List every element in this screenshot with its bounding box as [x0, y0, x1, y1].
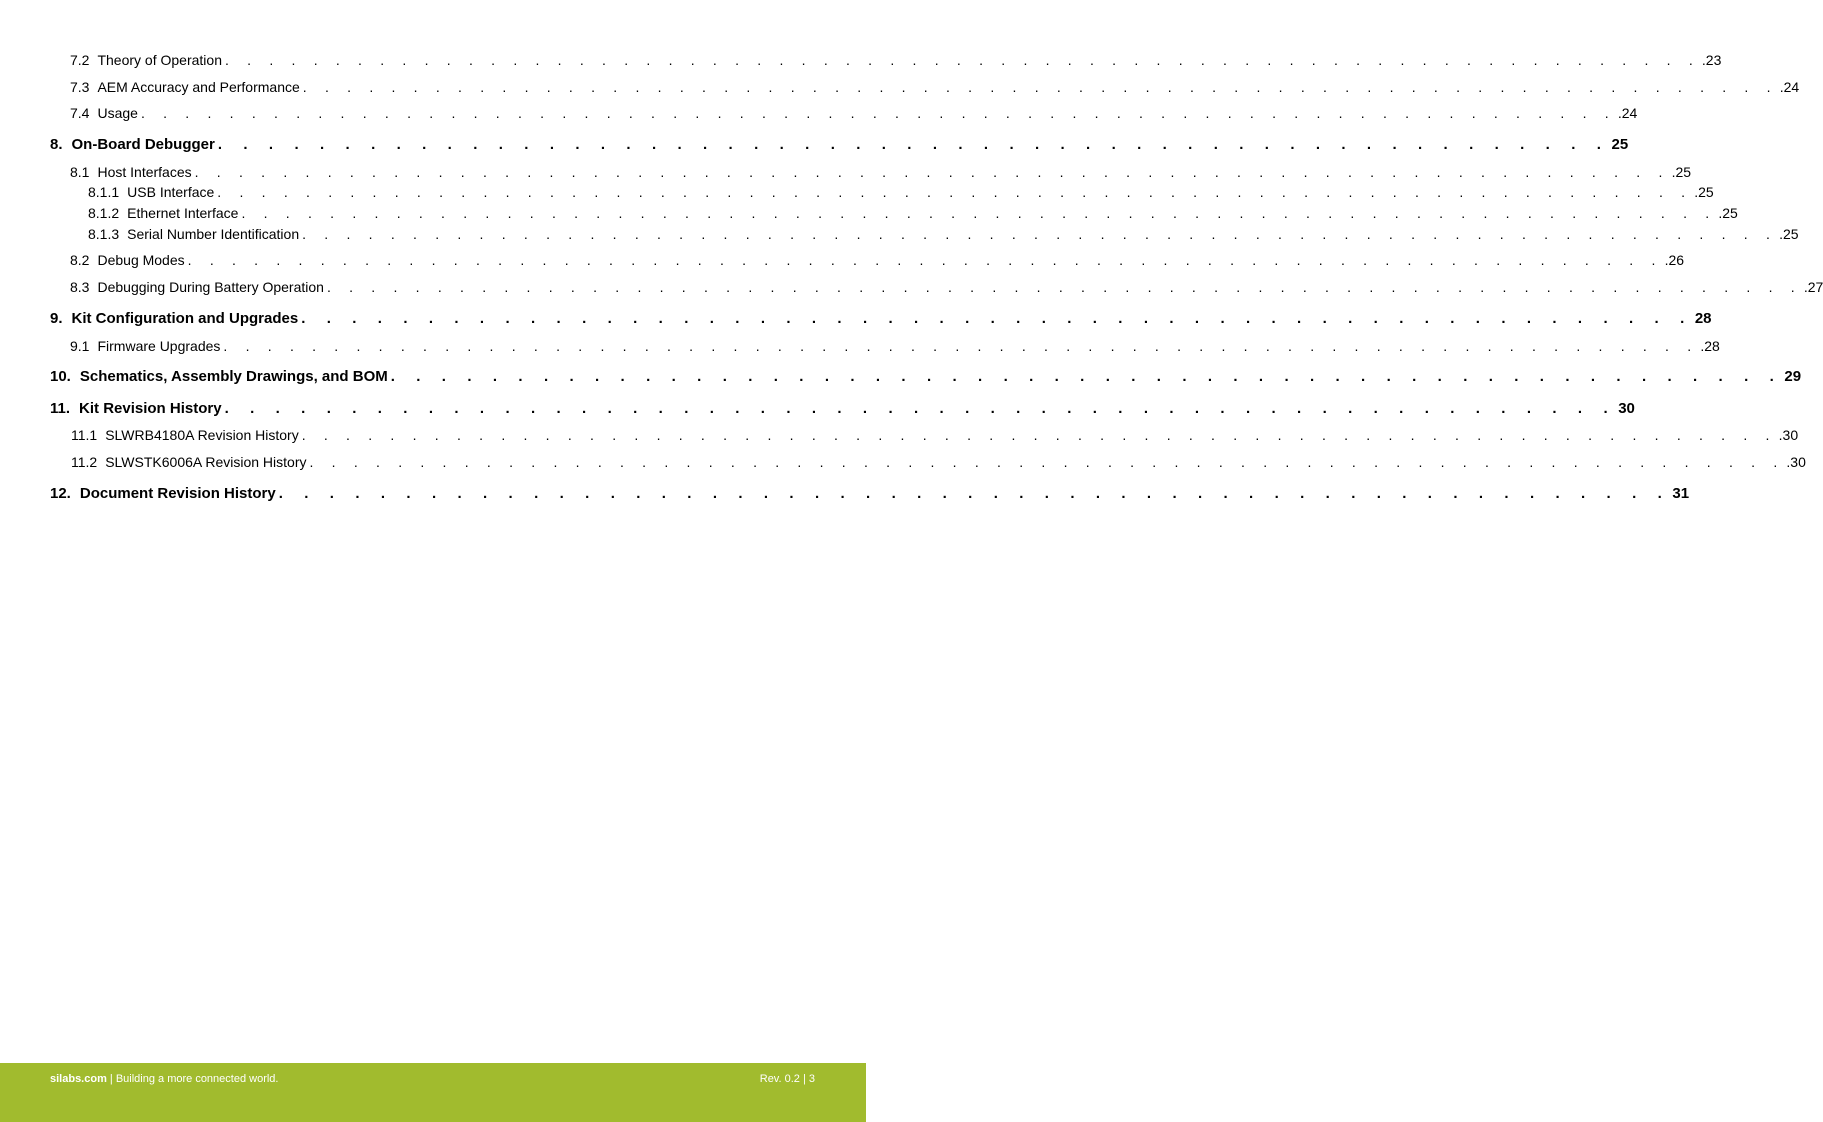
footer-revision-page: Rev. 0.2 | 3 — [759, 1073, 815, 1085]
toc-entry-8-1-3[interactable] — [50, 225, 1799, 243]
toc-entry-title: Host Interfaces — [97, 164, 192, 180]
toc-entry-title: Kit Configuration and Upgrades — [71, 310, 299, 327]
toc-entry-9[interactable] — [50, 310, 1712, 328]
toc-dot-leader: . . . . . . . . . . . . . . . . . . . . . . . . . . . . . . . . . . . . . . . . . . . . . . . . . . . . . . . . . . . . . . . . . . . — [302, 226, 1778, 242]
toc-entry-10[interactable] — [50, 368, 1802, 386]
toc-entry-title: Serial Number Identification — [127, 226, 300, 242]
toc-entry-7-2[interactable] — [50, 51, 1722, 69]
toc-entry-number: 8.1.1 — [88, 184, 120, 200]
toc-entry-page: .25 — [1694, 184, 1714, 200]
toc-entry-title: On-Board Debugger — [71, 136, 215, 153]
toc-dot-leader: . . . . . . . . . . . . . . . . . . . . . . . . . . . . . . . . . . . . . . . . . . . . . . . . . . . . . . . . . . . . . . . . . . . — [301, 427, 1777, 443]
toc-dot-leader: . . . . . . . . . . . . . . . . . . . . . . . . . . . . . . . . . . . . . . . . . . . . . . . . . . . . . . . . . . . . . . . . . . . — [302, 79, 1778, 95]
toc-entry-page: .25 — [1779, 226, 1799, 242]
toc-entry-page: .28 — [1700, 338, 1720, 354]
toc-dot-leader: . . . . . . . . . . . . . . . . . . . . . . . . . . . . . . . . . . . . . . . . . . . . . . . . . . . . . . . . . . . . . . . . . . . — [241, 205, 1717, 221]
toc-entry-title: Usage — [97, 105, 138, 121]
toc-entry-9-1[interactable] — [50, 337, 1720, 355]
toc-entry-title: Kit Revision History — [79, 400, 222, 417]
toc-entry-page: 25 — [1611, 136, 1629, 153]
toc-entry-number: 7.2 — [70, 52, 90, 68]
toc-dot-leader: . . . . . . . . . . . . . . . . . . . . . . . . . . . . . . . . . . . . . . . . . . . . . . . . . . . . . . . — [224, 400, 1617, 417]
toc-entry-page: .23 — [1701, 52, 1722, 68]
footer-brand-link[interactable]: silabs.com — [50, 1073, 107, 1085]
toc-entry-page: 30 — [1618, 400, 1635, 417]
toc-dot-leader: . . . . . . . . . . . . . . . . . . . . . . . . . . . . . . . . . . . . . . . . . . . . . . . . . . . . . . . . . . . . . . . . . . . — [326, 279, 1802, 295]
toc-entry-7-4[interactable] — [50, 104, 1638, 122]
toc-entry-page: 29 — [1784, 368, 1802, 385]
toc-entry-title: Schematics, Assembly Drawings, and BOM — [79, 368, 388, 385]
toc-entry-number: 11. — [50, 400, 71, 417]
toc-entry-title: SLWSTK6006A Revision History — [105, 454, 307, 470]
toc-entry-11-1[interactable] — [50, 426, 1799, 444]
toc-dot-leader: . . . . . . . . . . . . . . . . . . . . . . . . . . . . . . . . . . . . . . . . . . . . . . . . . . . . . . . . . . . . . . . . . . . — [140, 105, 1616, 121]
toc-entry-page: .30 — [1778, 427, 1799, 443]
toc-entry-title: Document Revision History — [79, 485, 276, 502]
toc-entry-page: .30 — [1786, 454, 1806, 470]
toc-entry-7-3[interactable] — [50, 78, 1800, 96]
toc-entry-number: 10. — [50, 368, 71, 385]
toc-entry-number: 8.1 — [70, 164, 90, 180]
toc-entry-page: 28 — [1694, 310, 1712, 327]
toc-entry-page: .24 — [1779, 79, 1800, 95]
toc-entry-8-1[interactable] — [50, 163, 1692, 181]
toc-dot-leader: . . . . . . . . . . . . . . . . . . . . . . . . . . . . . . . . . . . . . . . . . . . . . . . . . . . . . . . — [390, 368, 1783, 385]
toc-entry-title: Theory of Operation — [97, 52, 222, 68]
footer-left — [50, 1073, 278, 1085]
toc-dot-leader: . . . . . . . . . . . . . . . . . . . . . . . . . . . . . . . . . . . . . . . . . . . . . . . . . . . . . . . . . . . . . . . . . . . — [194, 164, 1670, 180]
toc-entry-page: .24 — [1617, 105, 1638, 121]
toc-dot-leader: . . . . . . . . . . . . . . . . . . . . . . . . . . . . . . . . . . . . . . . . . . . . . . . . . . . . . . . . . . . . . . . . . . . — [224, 52, 1700, 68]
toc-entry-number: 9.1 — [70, 338, 90, 354]
toc-entry-number: 8.2 — [70, 252, 90, 268]
toc-entry-number: 9. — [50, 310, 63, 327]
page-footer — [0, 1063, 866, 1122]
toc-entry-number: 12. — [50, 485, 71, 502]
toc-entry-title: Firmware Upgrades — [97, 338, 221, 354]
toc-entry-title: Ethernet Interface — [127, 205, 239, 221]
toc-entry-11-2[interactable] — [50, 453, 1806, 471]
toc-dot-leader: . . . . . . . . . . . . . . . . . . . . . . . . . . . . . . . . . . . . . . . . . . . . . . . . . . . . . . . . . . . . . . . . . . . — [217, 184, 1693, 200]
toc-entry-11[interactable] — [50, 400, 1635, 418]
toc-dot-leader: . . . . . . . . . . . . . . . . . . . . . . . . . . . . . . . . . . . . . . . . . . . . . . . . . . . . . . . — [278, 485, 1671, 502]
toc-entry-title: Debugging During Battery Operation — [97, 279, 324, 295]
toc-entry-title: Debug Modes — [97, 252, 185, 268]
toc-entry-page: .25 — [1671, 164, 1692, 180]
toc-dot-leader: . . . . . . . . . . . . . . . . . . . . . . . . . . . . . . . . . . . . . . . . . . . . . . . . . . . . . . . — [217, 136, 1610, 153]
toc-entry-number: 11.1 — [71, 427, 98, 443]
toc-entry-8-3[interactable] — [50, 278, 1823, 296]
toc-entry-number: 8.1.3 — [88, 226, 120, 242]
toc-entry-8-1-2[interactable] — [50, 204, 1738, 222]
toc-entry-number: 8. — [50, 136, 63, 153]
toc-entry-number: 7.3 — [70, 79, 90, 95]
toc-entry-title: USB Interface — [127, 184, 215, 200]
toc-entry-number: 8.3 — [70, 279, 90, 295]
toc-entry-page: .26 — [1664, 252, 1685, 268]
toc-entry-8-2[interactable] — [50, 251, 1685, 269]
toc-entry-12[interactable] — [50, 485, 1690, 503]
toc-dot-leader: . . . . . . . . . . . . . . . . . . . . . . . . . . . . . . . . . . . . . . . . . . . . . . . . . . . . . . . . . . . . . . . . . . . — [223, 338, 1699, 354]
toc-entry-number: 11.2 — [71, 454, 98, 470]
toc-entry-number: 7.4 — [70, 105, 90, 121]
toc-entry-page: 31 — [1672, 485, 1690, 502]
toc-entry-page: .25 — [1718, 205, 1738, 221]
toc-entry-8-1-1[interactable] — [50, 183, 1714, 201]
toc-entry-title: SLWRB4180A Revision History — [105, 427, 299, 443]
toc-entry-title: AEM Accuracy and Performance — [97, 79, 300, 95]
toc-dot-leader: . . . . . . . . . . . . . . . . . . . . . . . . . . . . . . . . . . . . . . . . . . . . . . . . . . . . . . . — [301, 310, 1693, 327]
toc-dot-leader: . . . . . . . . . . . . . . . . . . . . . . . . . . . . . . . . . . . . . . . . . . . . . . . . . . . . . . . . . . . . . . . . . . . — [309, 454, 1785, 470]
footer-tagline: | Building a more connected world. — [106, 1073, 279, 1085]
toc-entry-page: .27 — [1803, 279, 1823, 295]
toc-dot-leader: . . . . . . . . . . . . . . . . . . . . . . . . . . . . . . . . . . . . . . . . . . . . . . . . . . . . . . . . . . . . . . . . . . . — [187, 252, 1663, 268]
toc-entry-8[interactable] — [50, 136, 1629, 154]
toc-entry-number: 8.1.2 — [88, 205, 120, 221]
